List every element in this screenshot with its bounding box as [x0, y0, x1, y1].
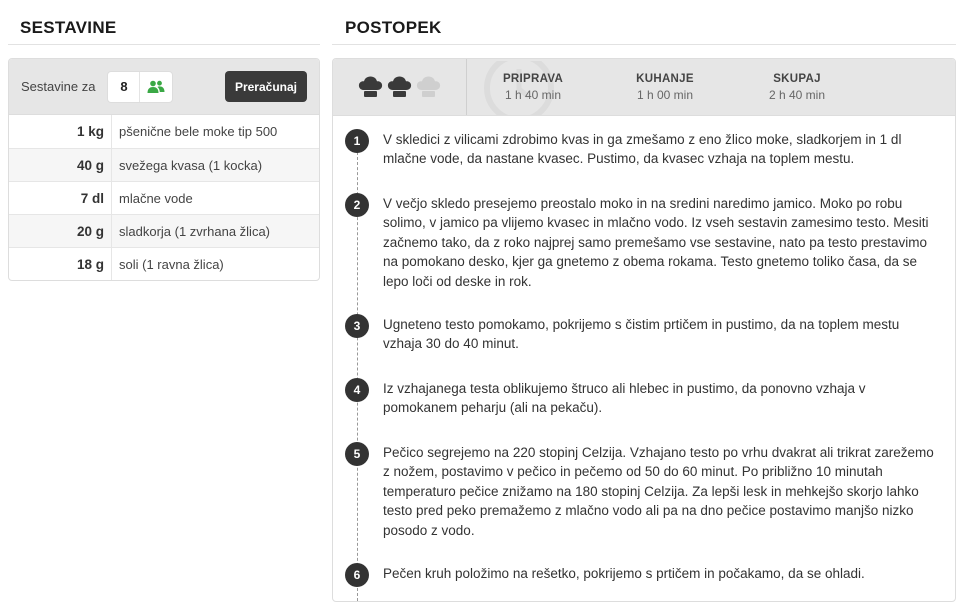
ingredient-amount: 18 g	[9, 248, 112, 280]
chef-hat-icon	[416, 75, 441, 99]
procedure-info-bar	[333, 59, 955, 116]
step-text: Pečico segrejemo na 220 stopinj Celzija. Vzhajano testo po vrhu dvakrat ali trikrat zarežemo z nožem, postavimo v pečico in pečemo od 50 do 60 minut. Po približno 10 minutah temperaturo pečice znižamo na 180 stopinj Celzija. Za lepši lesk in mehkejšo skorjo lahko testo pred peko premažemo z mlačno vodo ali pa na dno pečice postavimo manjšo nizko posodo z vodo.	[383, 445, 934, 538]
servings-label: Sestavine za	[21, 79, 96, 94]
cook-time-value: 1 h 00 min	[636, 87, 694, 102]
difficulty-rating	[333, 59, 467, 115]
ingredient-amount: 40 g	[9, 149, 112, 181]
step-number: 5	[345, 442, 369, 466]
chef-hat-icon	[387, 75, 412, 99]
total-time-value: 2 h 40 min	[768, 87, 826, 102]
ingredient-name: mlačne vode	[119, 190, 193, 206]
ingredient-name: soli (1 ravna žlica)	[119, 256, 224, 272]
ingredients-title: SESTAVINE	[8, 0, 320, 45]
step-number: 2	[345, 193, 369, 217]
people-icon	[140, 72, 172, 102]
servings-input-group	[107, 71, 173, 103]
step-text: V skledici z vilicami zdrobimo kvas in ga zmešamo z eno žlico moke, sladkorjem in 1 dl mlačne vode, da nastane kvasec. Pustimo, da kvasec vzhaja na toplem mestu.	[383, 132, 902, 167]
step-number: 6	[345, 563, 369, 587]
step-text: V večjo skledo presejemo preostalo moko in na sredini naredimo jamico. Moko po robu solimo, v jamico pa vlijemo kvasec in mlačno vodo. Iz vseh sestavin zamesimo testo. Mesiti začnemo tako, da z roko najprej samo premešamo vse sestavine, nato pa testo prestavimo na pomokano desko, kjer ga gnetemo z obema rokama. Testo gnetemo toliko časa, da se lepo loči od deske in rok.	[383, 196, 929, 289]
ingredients-card	[8, 58, 320, 281]
ingredient-list	[9, 115, 319, 280]
step-text: Ugneteno testo pomokamo, pokrijemo s čistim prtičem in pustimo, da na toplem mestu vzhaja 30 do 40 minut.	[383, 317, 900, 352]
ingredient-row	[9, 214, 319, 247]
ingredient-amount: 20 g	[9, 215, 112, 247]
recalculate-button[interactable]: Preračunaj	[225, 71, 307, 102]
steps-list	[333, 117, 955, 601]
ingredient-name: svežega kvasa (1 kocka)	[119, 157, 263, 173]
cook-time-label: KUHANJE	[636, 72, 694, 85]
cook-time	[599, 73, 731, 102]
prep-time-label: PRIPRAVA	[502, 72, 564, 85]
servings-input[interactable]: 8	[108, 72, 140, 102]
chef-hat-icon	[358, 75, 383, 99]
ingredient-amount: 1 kg	[9, 115, 112, 148]
ingredient-row	[9, 247, 319, 280]
procedure-card	[332, 58, 956, 602]
ingredient-name: sladkorja (1 zvrhana žlica)	[119, 223, 271, 239]
ingredient-row	[9, 115, 319, 148]
ingredients-section	[8, 0, 320, 281]
ingredient-row	[9, 181, 319, 214]
servings-bar	[9, 59, 319, 115]
step-text: Pečen kruh položimo na rešetko, pokrijemo s prtičem in počakamo, da se ohladi.	[383, 566, 865, 581]
step-number: 3	[345, 314, 369, 338]
procedure-title: POSTOPEK	[332, 0, 956, 45]
ingredient-amount: 7 dl	[9, 182, 112, 214]
step-number: 1	[345, 129, 369, 153]
total-time-label: SKUPAJ	[773, 72, 821, 85]
ingredient-row	[9, 148, 319, 181]
prep-time	[467, 73, 599, 102]
step-number: 4	[345, 378, 369, 402]
step-text: Iz vzhajanega testa oblikujemo štruco ali hlebec in pustimo, da ponovno vzhaja v pomokanem peharju (ali na pekaču).	[383, 381, 866, 416]
procedure-section	[332, 0, 956, 602]
prep-time-value: 1 h 40 min	[504, 87, 562, 102]
ingredient-name: pšenične bele moke tip 500	[119, 124, 278, 139]
total-time	[731, 73, 863, 102]
